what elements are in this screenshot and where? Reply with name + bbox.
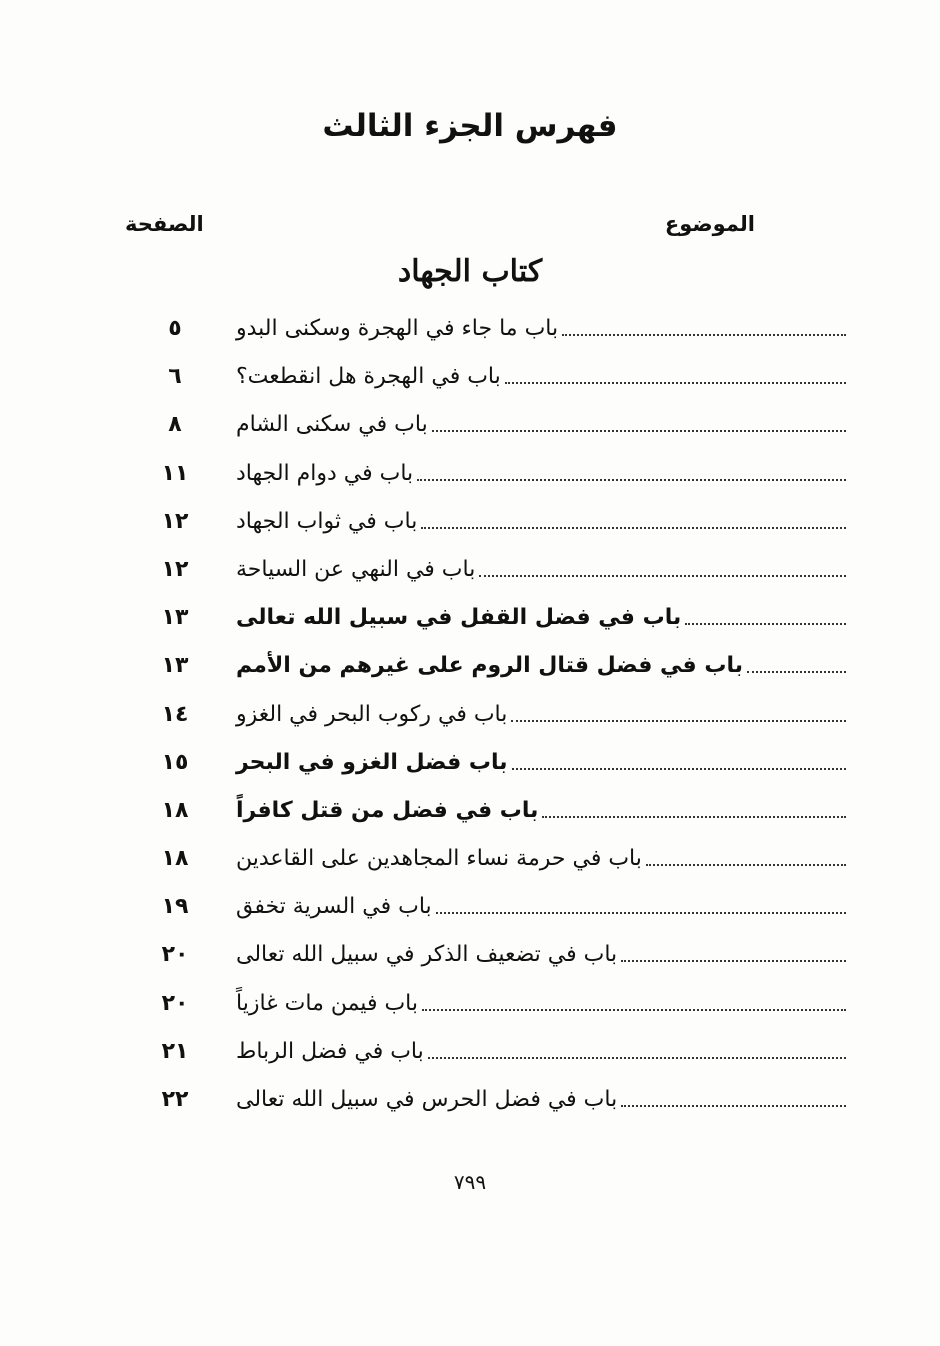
toc-entry xyxy=(0,499,940,547)
toc-entry-title: باب في ركوب البحر في الغزو xyxy=(236,701,508,727)
toc-entry-page: ١٨ xyxy=(161,846,189,872)
page-number: ٧٩٩ xyxy=(453,1170,487,1194)
toc-entry-page: ١٥ xyxy=(161,749,189,775)
toc-entry xyxy=(0,547,940,595)
toc-entry-page: ١٢ xyxy=(161,556,189,582)
dot-leader xyxy=(621,960,846,962)
dot-leader xyxy=(428,1057,846,1059)
toc-entry-page: ٨ xyxy=(168,412,182,438)
toc-entry-page: ١٣ xyxy=(161,653,189,679)
toc-entry xyxy=(0,354,940,402)
toc-entry-page: ٢٠ xyxy=(161,990,189,1016)
section-heading: كتاب الجهاد xyxy=(397,254,543,289)
toc-entry-title: باب في السرية تخفق xyxy=(236,894,432,920)
dot-leader xyxy=(479,575,846,577)
toc-entry-title: باب في حرمة نساء المجاهدين على القاعدين xyxy=(236,846,642,872)
dot-leader xyxy=(512,768,846,770)
toc-entry-page: ٢٠ xyxy=(161,942,189,968)
toc-entry-page: ١٩ xyxy=(161,894,189,920)
dot-leader xyxy=(511,720,846,722)
toc-entry xyxy=(0,884,940,932)
toc-entry-title: باب في ثواب الجهاد xyxy=(236,508,418,534)
dot-leader xyxy=(646,864,846,866)
toc-entry-title: باب في فضل القفل في سبيل الله تعالى xyxy=(236,605,682,631)
toc-entry-page: ١٢ xyxy=(161,508,189,534)
toc-entry-page: ٦ xyxy=(168,364,182,390)
dot-leader xyxy=(621,1105,846,1107)
toc-entry xyxy=(0,1029,940,1077)
toc-entry xyxy=(0,788,940,836)
toc-entry-page: ١٤ xyxy=(161,701,189,727)
toc-entry-page: ١١ xyxy=(161,460,189,486)
dot-leader xyxy=(505,382,846,384)
toc-entry-title: باب فضل الغزو في البحر xyxy=(236,749,508,775)
toc-entry-title: باب في فضل قتال الروم على غيرهم من الأمم xyxy=(236,653,743,679)
toc-entry xyxy=(0,643,940,691)
toc-entry-title: باب في تضعيف الذكر في سبيل الله تعالى xyxy=(236,942,618,968)
page-column-header: الصفحة xyxy=(125,212,204,236)
toc-entry-title: باب في دوام الجهاد xyxy=(236,460,414,486)
dot-leader xyxy=(436,912,846,914)
toc-entry-title: باب في فضل من قتل كافراً xyxy=(236,797,539,823)
toc-entry-page: ١٣ xyxy=(161,605,189,631)
dot-leader xyxy=(422,1009,846,1011)
dot-leader xyxy=(685,623,846,625)
toc-entry-title: باب في فضل الحرس في سبيل الله تعالى xyxy=(236,1087,618,1112)
page-title: فهرس الجزء الثالث xyxy=(322,108,618,144)
toc-entry xyxy=(0,932,940,980)
toc-entry xyxy=(0,451,940,499)
toc-entry-title: باب ما جاء في الهجرة وسكنى البدو xyxy=(236,316,559,341)
toc-entry-page: ٢٢ xyxy=(161,1087,189,1112)
dot-leader xyxy=(432,430,846,432)
dot-leader xyxy=(747,671,846,673)
toc-entry xyxy=(0,1077,940,1125)
toc-entry-page: ١٨ xyxy=(161,797,189,823)
toc-entry xyxy=(0,402,940,450)
toc-entry-title: باب في النهي عن السياحة xyxy=(236,556,476,582)
toc-entry xyxy=(0,836,940,884)
toc-entry xyxy=(0,306,940,354)
toc-entry-title: باب في سكنى الشام xyxy=(236,412,428,438)
toc-entry-title: باب في الهجرة هل انقطعت؟ xyxy=(236,364,501,390)
toc-entry-page: ٥ xyxy=(168,316,182,341)
toc-entry-title: باب في فضل الرباط xyxy=(236,1038,424,1064)
toc-entry-page: ٢١ xyxy=(161,1038,189,1064)
dot-leader xyxy=(417,479,846,481)
toc-entry xyxy=(0,595,940,643)
topic-column-header: الموضوع xyxy=(664,212,755,236)
dot-leader xyxy=(421,527,846,529)
toc-entry-title: باب فيمن مات غازياً xyxy=(236,990,418,1016)
toc-entry xyxy=(0,981,940,1029)
dot-leader xyxy=(562,334,846,336)
toc-entry xyxy=(0,740,940,788)
toc-entry xyxy=(0,692,940,740)
table-of-contents xyxy=(0,306,940,1125)
dot-leader xyxy=(542,816,846,818)
